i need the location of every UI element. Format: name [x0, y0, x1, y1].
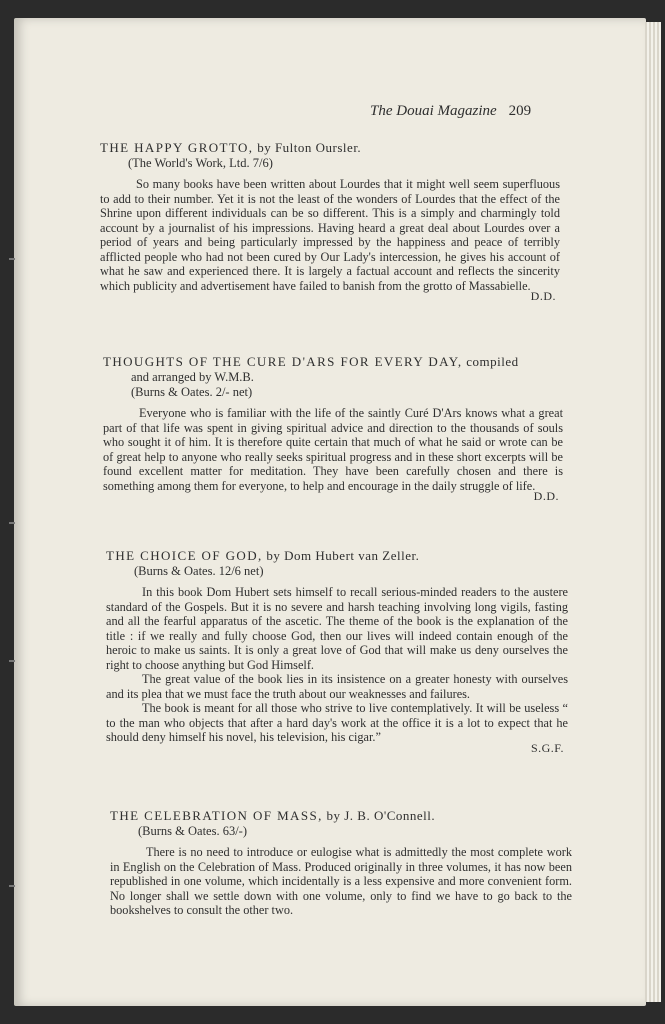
margin-mark: [9, 522, 15, 524]
review-paragraph: There is no need to introduce or eulogise what is admittedly the most complete work in English on the Celebration of Mass. Produced originally in three volumes, it has now been republished in one volume, which incidentally is a less expensive and more convenient form. No longer shall we settle down with one volume, only to find we have to go back to the bookshelves to consult the other two.: [110, 845, 572, 917]
page-edges: [645, 22, 661, 1002]
review-compiler: and arranged by W.M.B.: [131, 370, 254, 384]
review-body: [103, 406, 563, 493]
review-paragraph: So many books have been written about Lourdes that it might well seem superfluous to add to their number. Yet it is not the least of the wonders of Lourdes that the effect of the Shrine upon different individuals can be so different. This is a simply and charmingly told account by a journalist of his impressions. Having heard a great deal about Lourdes over a period of years and being particularly impressed by the happiness and peace of terribly afflicted people who had not been cured by Our Lady's intercession, he gives his account of what he saw and experienced there. It is largely a factual account and reflects the sincerity which publicity and advertisement have failed to banish from the grotto of Massabielle.: [100, 177, 560, 293]
review-happy-grotto: [100, 140, 560, 304]
review-signature: D.D.: [530, 289, 556, 303]
review-title-caps: THE HAPPY GROTTO,: [100, 140, 254, 155]
running-header: [370, 103, 531, 120]
review-title-caps: THE CHOICE OF GOD,: [106, 548, 263, 563]
review-title: [110, 808, 572, 824]
review-celebration-of-mass: [110, 808, 572, 918]
review-title-author: by J. B. O'Connell.: [322, 808, 436, 823]
review-publisher: (Burns & Oates. 63/-): [138, 824, 248, 838]
review-publisher: (The World's Work, Ltd. 7/6): [128, 156, 273, 170]
review-body: [106, 585, 568, 745]
review-title-compiled: compiled: [462, 354, 519, 369]
review-paragraph: The great value of the book lies in its insistence on a greater honesty with ourselves and its plea that we must face the truth about our weaknesses and failures.: [106, 672, 568, 701]
review-paragraph: Everyone who is familiar with the life of the saintly Curé D'Ars knows what a great part of that life was spent in giving spiritual advice and direction to the thousands of souls who sought it of him. It is therefore quite certain that much of what he said or wrote can be of great help to anyone who really seeks spiritual progress and in these short excerpts will be found excellent matter for meditation. They have been carefully chosen and there is something among them for everyone, to help and encourage in the daily struggle of life.: [103, 406, 563, 493]
review-choice-of-god: [106, 548, 568, 756]
review-paragraph: The book is meant for all those who strive to live contemplatively. It will be useless “ to the man who objects that after a hard day's work at the office it is a lot to expect that he should deny himself his novel, his television, his cigar.”: [106, 701, 568, 744]
review-publisher: (Burns & Oates. 12/6 net): [134, 564, 264, 578]
review-cure-dars: [103, 354, 563, 504]
review-title: [100, 140, 560, 156]
review-signature: S.G.F.: [530, 740, 564, 755]
review-paragraph: In this book Dom Hubert sets himself to recall serious-minded readers to the austere standard of the Gospels. But it is no severe and harsh teaching involving long vigils, fasting and all the fearful apparatus of the ascetic. The theme of the book is the explanation of the title : if we really and fully choose God, then our lives will indeed contain enough of the heroic to make us saints. It is only a great love of God that will make us deny ourselves the right to choose anything but God Himself.: [106, 585, 568, 672]
review-signature: D.D.: [533, 489, 559, 503]
magazine-title: The Douai Magazine: [370, 103, 497, 119]
review-title: [106, 548, 568, 564]
review-title: [103, 354, 563, 370]
review-body: [110, 845, 572, 918]
margin-mark: [9, 660, 15, 662]
margin-mark: [9, 885, 15, 887]
review-body: [100, 177, 560, 293]
page-number: 209: [508, 103, 532, 119]
review-title-caps: THE CELEBRATION OF MASS,: [110, 808, 323, 823]
review-publisher: (Burns & Oates. 2/- net): [131, 385, 253, 399]
review-title-author: by Fulton Oursler.: [253, 140, 362, 155]
review-title-caps: THOUGHTS OF THE CURE D'ARS FOR EVERY DAY,: [103, 354, 463, 369]
margin-mark: [9, 258, 15, 260]
review-title-author: by Dom Hubert van Zeller.: [262, 548, 420, 563]
